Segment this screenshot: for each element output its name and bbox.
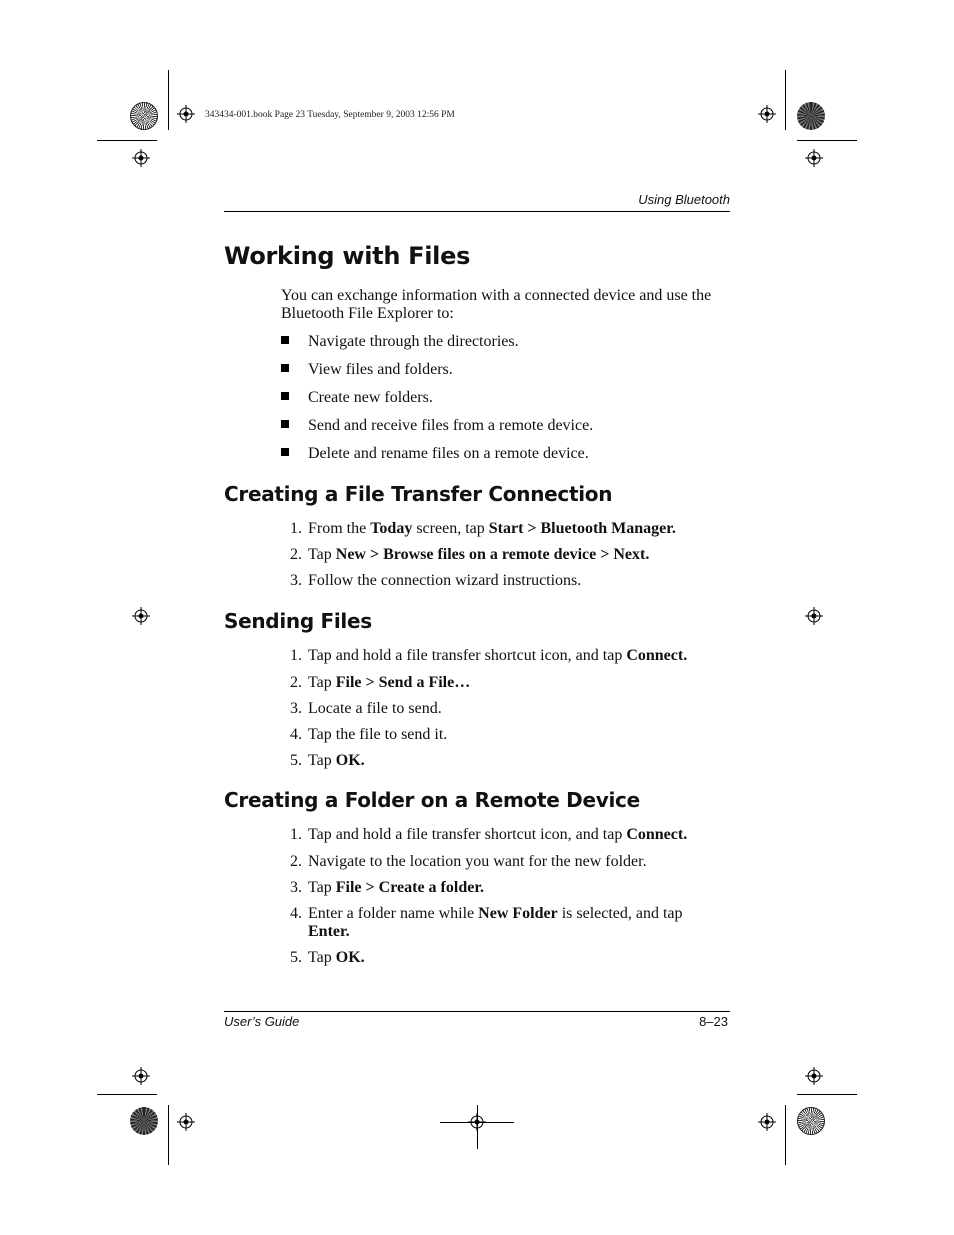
registration-mark-icon — [758, 1113, 776, 1131]
star-target-top-left — [130, 102, 158, 130]
square-bullet-icon — [281, 420, 289, 428]
list-item: Navigate through the directories. — [281, 333, 519, 351]
section-title-sending-files: Sending Files — [224, 609, 372, 633]
registration-mark-icon — [132, 149, 150, 167]
step-item: 3. Locate a file to send. — [290, 700, 442, 717]
step-item-continuation: Enter. — [308, 923, 350, 940]
page-number: 8–23 — [699, 1014, 728, 1029]
step-item: 4. Tap the file to send it. — [290, 726, 448, 743]
chapter-title: Working with Files — [224, 242, 471, 270]
list-item: View files and folders. — [281, 361, 453, 379]
intro-paragraph: You can exchange information with a connected device and use the Bluetooth File Explorer to: — [281, 287, 712, 322]
crop-mark — [477, 1105, 478, 1149]
square-bullet-icon — [281, 448, 289, 456]
crop-mark — [97, 1094, 157, 1095]
square-bullet-icon — [281, 336, 289, 344]
star-target-bottom-right — [797, 1107, 825, 1135]
step-item: 2. Navigate to the location you want for the new folder. — [290, 853, 647, 870]
section-title-file-transfer: Creating a File Transfer Connection — [224, 482, 613, 506]
square-bullet-icon — [281, 364, 289, 372]
step-item: 1. Tap and hold a file transfer shortcut icon, and tap Connect. — [290, 826, 688, 843]
footer-guide-title: User’s Guide — [224, 1014, 300, 1029]
step-item: 4. Enter a folder name while New Folder is selected, and tap — [290, 905, 683, 922]
square-bullet-icon — [281, 392, 289, 400]
step-item: 3. Tap File > Create a folder. — [290, 879, 484, 896]
registration-mark-icon — [805, 607, 823, 625]
footer-rule — [224, 1011, 730, 1012]
crop-mark — [168, 1105, 169, 1165]
crop-mark — [797, 140, 857, 141]
registration-mark-icon — [177, 105, 195, 123]
running-head: Using Bluetooth — [638, 192, 730, 207]
registration-mark-icon — [132, 1067, 150, 1085]
step-item: 3. Follow the connection wizard instructions. — [290, 572, 582, 589]
registration-mark-icon — [132, 607, 150, 625]
star-target-top-right — [797, 102, 825, 130]
section-title-create-folder: Creating a Folder on a Remote Device — [224, 788, 640, 812]
registration-mark-icon — [805, 149, 823, 167]
step-item: 2. Tap New > Browse files on a remote device > Next. — [290, 546, 650, 563]
step-item: 1. From the Today screen, tap Start > Bluetooth Manager. — [290, 520, 676, 537]
registration-mark-icon — [758, 105, 776, 123]
print-slug: 343434-001.book Page 23 Tuesday, September 9, 2003 12:56 PM — [205, 110, 455, 120]
header-rule — [224, 211, 730, 212]
star-target-bottom-left — [130, 1107, 158, 1135]
registration-mark-icon — [805, 1067, 823, 1085]
crop-mark — [97, 140, 157, 141]
step-item: 1. Tap and hold a file transfer shortcut icon, and tap Connect. — [290, 647, 688, 664]
list-item: Delete and rename files on a remote device. — [281, 445, 589, 463]
crop-mark — [785, 70, 786, 130]
crop-mark — [168, 70, 169, 130]
list-item: Create new folders. — [281, 389, 433, 407]
step-item: 5. Tap OK. — [290, 752, 365, 769]
step-item: 2. Tap File > Send a File… — [290, 674, 471, 691]
registration-mark-icon — [177, 1113, 195, 1131]
crop-mark — [785, 1105, 786, 1165]
list-item: Send and receive files from a remote device. — [281, 417, 593, 435]
step-item: 5. Tap OK. — [290, 949, 365, 966]
crop-mark — [797, 1094, 857, 1095]
